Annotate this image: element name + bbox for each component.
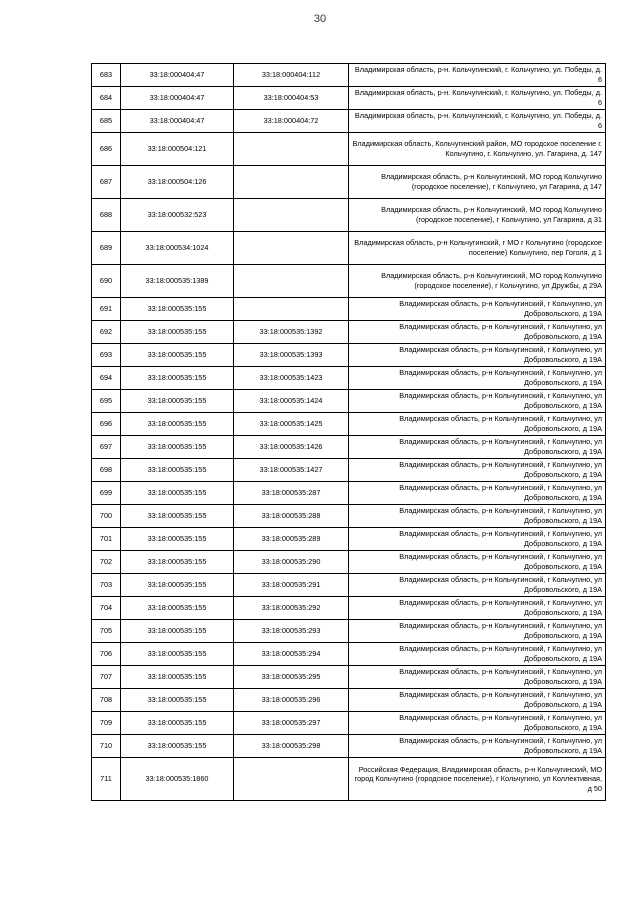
address-cell: Владимирская область, р-н Кольчугинский, г Кольчугино, ул Добровольского, д 19А (349, 459, 606, 482)
parcel-number-cell: 33:18:000535:155 (121, 367, 234, 390)
table-row (92, 505, 606, 528)
table-row (92, 712, 606, 735)
sub-parcel-number-cell (234, 265, 349, 298)
address-cell: Владимирская область, р-н Кольчугинский, г Кольчугино, ул Добровольского, д 19А (349, 321, 606, 344)
address-cell: Владимирская область, р-н Кольчугинский, г Кольчугино, ул Добровольского, д 19А (349, 597, 606, 620)
address-cell: Владимирская область, р-н Кольчугинский, г Кольчугино, ул Добровольского, д 19А (349, 689, 606, 712)
address-cell: Владимирская область, р-н Кольчугинский, г Кольчугино, ул Добровольского, д 19А (349, 390, 606, 413)
sub-parcel-number-cell (234, 758, 349, 801)
sub-parcel-number-cell (234, 298, 349, 321)
sub-parcel-number-cell: 33:18:000535:295 (234, 666, 349, 689)
page-number: 30 (313, 13, 327, 25)
table-row (92, 344, 606, 367)
row-number-cell: 703 (92, 574, 121, 597)
sub-parcel-number-cell: 33:18:000535:1427 (234, 459, 349, 482)
registry-table-body (92, 64, 606, 801)
sub-parcel-number-cell: 33:18:000535:290 (234, 551, 349, 574)
sub-parcel-number-cell (234, 199, 349, 232)
address-cell: Владимирская область, р-н Кольчугинский, МО город Кольчугино (городское поселение), г Кольчугино, ул Гагарина, д 147 (349, 166, 606, 199)
sub-parcel-number-cell: 33:18:000535:1425 (234, 413, 349, 436)
parcel-number-cell: 33:18:000535:155 (121, 482, 234, 505)
parcel-number-cell: 33:18:000535:155 (121, 344, 234, 367)
row-number-cell: 698 (92, 459, 121, 482)
parcel-number-cell: 33:18:000535:155 (121, 436, 234, 459)
sub-parcel-number-cell: 33:18:000535:287 (234, 482, 349, 505)
table-row (92, 436, 606, 459)
address-cell: Владимирская область, р-н Кольчугинский, г Кольчугино, ул Добровольского, д 19А (349, 551, 606, 574)
parcel-number-cell: 33:18:000535:1389 (121, 265, 234, 298)
sub-parcel-number-cell: 33:18:000535:297 (234, 712, 349, 735)
sub-parcel-number-cell: 33:18:000535:1393 (234, 344, 349, 367)
address-cell: Владимирская область, р-н Кольчугинский, г Кольчугино, ул Добровольского, д 19А (349, 367, 606, 390)
address-cell: Владимирская область, р-н Кольчугинский, МО город Кольчугино (городское поселение), г Кольчугино, ул Гагарина, д 31 (349, 199, 606, 232)
sub-parcel-number-cell (234, 232, 349, 265)
address-cell: Владимирская область, р-н Кольчугинский, г Кольчугино, ул Добровольского, д 19А (349, 413, 606, 436)
row-number-cell: 690 (92, 265, 121, 298)
row-number-cell: 696 (92, 413, 121, 436)
parcel-number-cell: 33:18:000535:155 (121, 321, 234, 344)
row-number-cell: 684 (92, 87, 121, 110)
parcel-number-cell: 33:18:000535:155 (121, 712, 234, 735)
table-row (92, 265, 606, 298)
row-number-cell: 709 (92, 712, 121, 735)
parcel-number-cell: 33:18:000535:155 (121, 620, 234, 643)
address-cell: Владимирская область, р-н Кольчугинский, г Кольчугино, ул Добровольского, д 19А (349, 643, 606, 666)
table-row (92, 551, 606, 574)
address-cell: Владимирская область, р-н Кольчугинский, г Кольчугино, ул Добровольского, д 19А (349, 620, 606, 643)
row-number-cell: 704 (92, 597, 121, 620)
address-cell: Владимирская область, р-н Кольчугинский, г МО г Кольчугино (городское поселение) Кольчугино, пер Гоголя, д 1 (349, 232, 606, 265)
sub-parcel-number-cell (234, 166, 349, 199)
address-cell: Владимирская область, р-н. Кольчугинский, г. Кольчугино, ул. Победы, д. 6 (349, 110, 606, 133)
parcel-number-cell: 33:18:000535:155 (121, 390, 234, 413)
registry-table (91, 63, 606, 801)
row-number-cell: 694 (92, 367, 121, 390)
address-cell: Владимирская область, р-н. Кольчугинский, г. Кольчугино, ул. Победы, д. 6 (349, 64, 606, 87)
parcel-number-cell: 33:18:000535:155 (121, 298, 234, 321)
row-number-cell: 702 (92, 551, 121, 574)
parcel-number-cell: 33:18:000535:155 (121, 735, 234, 758)
row-number-cell: 688 (92, 199, 121, 232)
sub-parcel-number-cell: 33:18:000535:292 (234, 597, 349, 620)
address-cell: Владимирская область, р-н. Кольчугинский, г. Кольчугино, ул. Победы, д. 6 (349, 87, 606, 110)
address-cell: Владимирская область, р-н Кольчугинский, г Кольчугино, ул Добровольского, д 19А (349, 666, 606, 689)
sub-parcel-number-cell: 33:18:000535:296 (234, 689, 349, 712)
parcel-number-cell: 33:18:000535:155 (121, 551, 234, 574)
parcel-number-cell: 33:18:000504:121 (121, 133, 234, 166)
table-row (92, 133, 606, 166)
parcel-number-cell: 33:18:000535:155 (121, 643, 234, 666)
parcel-number-cell: 33:18:000535:155 (121, 574, 234, 597)
parcel-number-cell: 33:18:000535:155 (121, 666, 234, 689)
sub-parcel-number-cell: 33:18:000535:1426 (234, 436, 349, 459)
parcel-number-cell: 33:18:000534:1024 (121, 232, 234, 265)
parcel-number-cell: 33:18:000535:155 (121, 459, 234, 482)
address-cell: Владимирская область, р-н Кольчугинский, г Кольчугино, ул Добровольского, д 19А (349, 436, 606, 459)
table-row (92, 597, 606, 620)
sub-parcel-number-cell (234, 133, 349, 166)
address-cell: Владимирская область, р-н Кольчугинский, г Кольчугино, ул Добровольского, д 19А (349, 344, 606, 367)
table-row (92, 528, 606, 551)
sub-parcel-number-cell: 33:18:000535:298 (234, 735, 349, 758)
parcel-number-cell: 33:18:000535:155 (121, 505, 234, 528)
table-row (92, 166, 606, 199)
table-row (92, 390, 606, 413)
address-cell: Владимирская область, р-н Кольчугинский, г Кольчугино, ул Добровольского, д 19А (349, 298, 606, 321)
table-row (92, 110, 606, 133)
sub-parcel-number-cell: 33:18:000535:294 (234, 643, 349, 666)
table-row (92, 482, 606, 505)
table-row (92, 758, 606, 801)
address-cell: Владимирская область, р-н Кольчугинский, г Кольчугино, ул Добровольского, д 19А (349, 712, 606, 735)
row-number-cell: 691 (92, 298, 121, 321)
parcel-number-cell: 33:18:000404:47 (121, 110, 234, 133)
table-row (92, 666, 606, 689)
parcel-number-cell: 33:18:000404:47 (121, 64, 234, 87)
address-cell: Владимирская область, Кольчугинский район, МО городское поселение г. Кольчугино, г. Кольчугино, ул. Гагарина, д. 147 (349, 133, 606, 166)
sub-parcel-number-cell: 33:18:000535:1424 (234, 390, 349, 413)
address-cell: Владимирская область, р-н Кольчугинский, МО город Кольчугино (городское поселение), г Кольчугино, ул Дружбы, д 29А (349, 265, 606, 298)
table-row (92, 298, 606, 321)
address-cell: Владимирская область, р-н Кольчугинский, г Кольчугино, ул Добровольского, д 19А (349, 735, 606, 758)
row-number-cell: 697 (92, 436, 121, 459)
sub-parcel-number-cell: 33:18:000404:112 (234, 64, 349, 87)
row-number-cell: 687 (92, 166, 121, 199)
row-number-cell: 710 (92, 735, 121, 758)
row-number-cell: 689 (92, 232, 121, 265)
table-row (92, 413, 606, 436)
parcel-number-cell: 33:18:000535:155 (121, 528, 234, 551)
row-number-cell: 686 (92, 133, 121, 166)
address-cell: Владимирская область, р-н Кольчугинский, г Кольчугино, ул Добровольского, д 19А (349, 482, 606, 505)
row-number-cell: 705 (92, 620, 121, 643)
parcel-number-cell: 33:18:000535:155 (121, 413, 234, 436)
row-number-cell: 700 (92, 505, 121, 528)
row-number-cell: 695 (92, 390, 121, 413)
address-cell: Владимирская область, р-н Кольчугинский, г Кольчугино, ул Добровольского, д 19А (349, 505, 606, 528)
parcel-number-cell: 33:18:000532:523 (121, 199, 234, 232)
address-cell: Российская Федерация, Владимирская область, р-н Кольчугинский, МО город Кольчугино (городское поселение), г Кольчугино, ул Коллективная, д 50 (349, 758, 606, 801)
row-number-cell: 699 (92, 482, 121, 505)
parcel-number-cell: 33:18:000535:155 (121, 689, 234, 712)
table-row (92, 64, 606, 87)
row-number-cell: 693 (92, 344, 121, 367)
row-number-cell: 708 (92, 689, 121, 712)
sub-parcel-number-cell: 33:18:000535:288 (234, 505, 349, 528)
table-row (92, 87, 606, 110)
row-number-cell: 701 (92, 528, 121, 551)
sub-parcel-number-cell: 33:18:000535:291 (234, 574, 349, 597)
table-row (92, 574, 606, 597)
row-number-cell: 706 (92, 643, 121, 666)
table-row (92, 620, 606, 643)
table-row (92, 459, 606, 482)
row-number-cell: 711 (92, 758, 121, 801)
table-row (92, 367, 606, 390)
parcel-number-cell: 33:18:000535:1860 (121, 758, 234, 801)
table-row (92, 689, 606, 712)
table-row (92, 232, 606, 265)
sub-parcel-number-cell: 33:18:000535:1392 (234, 321, 349, 344)
row-number-cell: 692 (92, 321, 121, 344)
table-row (92, 735, 606, 758)
address-cell: Владимирская область, р-н Кольчугинский, г Кольчугино, ул Добровольского, д 19А (349, 574, 606, 597)
sub-parcel-number-cell: 33:18:000404:72 (234, 110, 349, 133)
row-number-cell: 707 (92, 666, 121, 689)
parcel-number-cell: 33:18:000504:126 (121, 166, 234, 199)
row-number-cell: 683 (92, 64, 121, 87)
sub-parcel-number-cell: 33:18:000404:53 (234, 87, 349, 110)
sub-parcel-number-cell: 33:18:000535:1423 (234, 367, 349, 390)
row-number-cell: 685 (92, 110, 121, 133)
table-row (92, 643, 606, 666)
parcel-number-cell: 33:18:000404:47 (121, 87, 234, 110)
parcel-number-cell: 33:18:000535:155 (121, 597, 234, 620)
sub-parcel-number-cell: 33:18:000535:289 (234, 528, 349, 551)
table-row (92, 321, 606, 344)
table-row (92, 199, 606, 232)
address-cell: Владимирская область, р-н Кольчугинский, г Кольчугино, ул Добровольского, д 19А (349, 528, 606, 551)
sub-parcel-number-cell: 33:18:000535:293 (234, 620, 349, 643)
